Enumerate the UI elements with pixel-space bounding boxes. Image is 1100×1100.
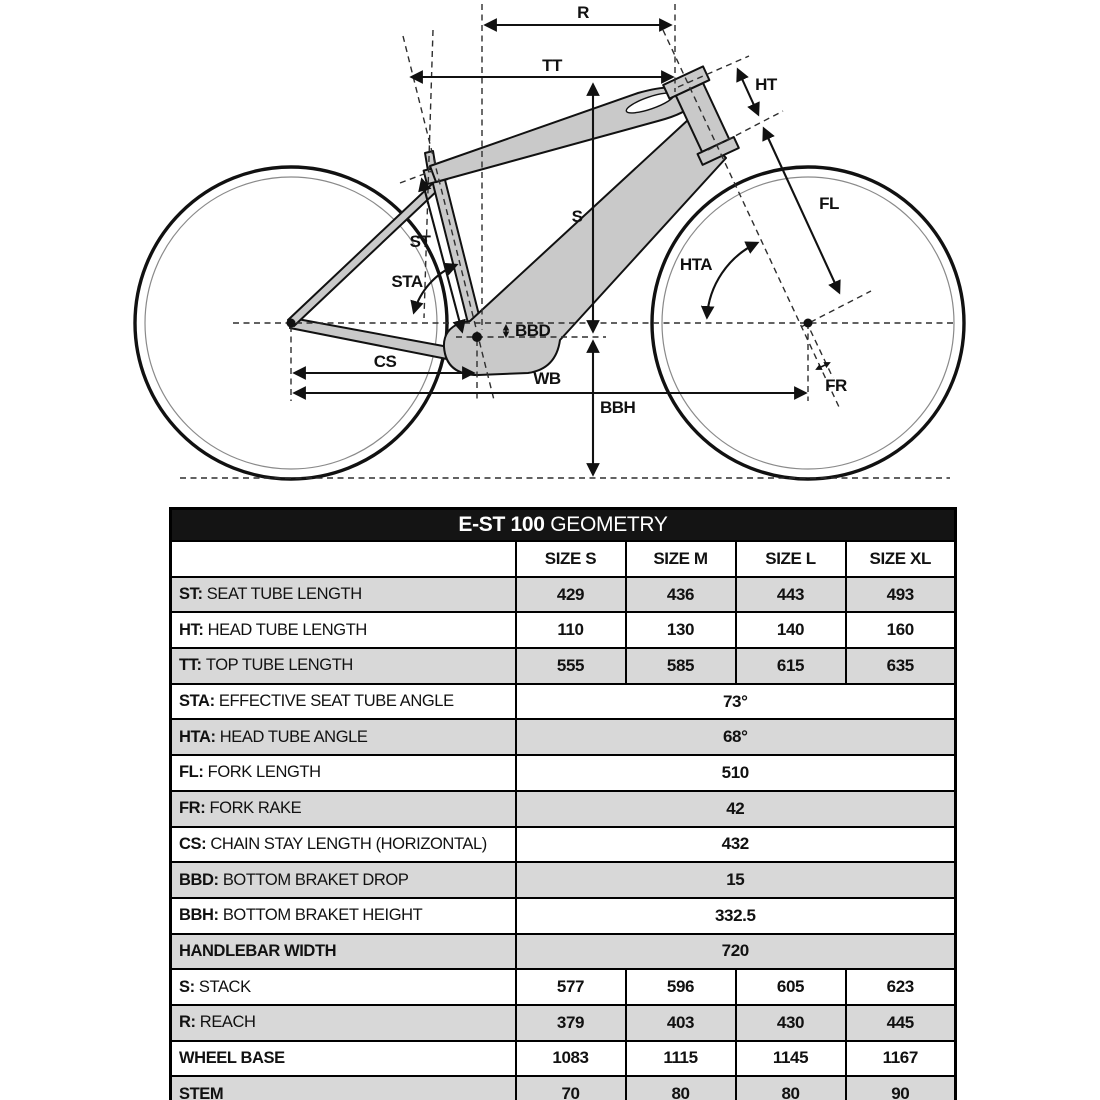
row-label: R: REACH: [171, 1005, 516, 1041]
axle-parallel-tick: [806, 321, 833, 378]
row-label: S: STACK: [171, 969, 516, 1005]
table-row: [171, 898, 956, 934]
table-row: [171, 577, 956, 613]
table-row: [171, 862, 956, 898]
size-value: 110: [516, 612, 626, 648]
size-value: 555: [516, 648, 626, 684]
head-tube-label: HT: [755, 75, 777, 94]
table-row: [171, 755, 956, 791]
geometry-table-body: [171, 509, 956, 1100]
size-value: 1115: [626, 1041, 736, 1077]
table-row: [171, 934, 956, 970]
reach-label: R: [577, 3, 589, 22]
seat-angle-label: STA: [391, 272, 423, 291]
row-label: BBH: BOTTOM BRAKET HEIGHT: [171, 898, 516, 934]
size-value: 430: [736, 1005, 846, 1041]
table-title-word: GEOMETRY: [550, 513, 668, 536]
bb-height-label: BBH: [600, 398, 636, 417]
head-angle-label: HTA: [679, 255, 713, 274]
bb-drop-label: BBD: [515, 321, 551, 340]
size-column-header: SIZE M: [626, 541, 736, 577]
size-value: 623: [846, 969, 956, 1005]
size-value: 635: [846, 648, 956, 684]
size-value: 443: [736, 577, 846, 613]
size-value: 90: [846, 1076, 956, 1100]
shared-value: 73°: [516, 684, 956, 720]
table-row: [171, 1076, 956, 1100]
row-label: WHEEL BASE: [171, 1041, 516, 1077]
size-value: 379: [516, 1005, 626, 1041]
front-axle-dot: [804, 319, 813, 328]
row-label: BBD: BOTTOM BRAKET DROP: [171, 862, 516, 898]
table-row: [171, 791, 956, 827]
size-value: 585: [626, 648, 736, 684]
size-value: 130: [626, 612, 736, 648]
row-label: ST: SEAT TUBE LENGTH: [171, 577, 516, 613]
size-value: 605: [736, 969, 846, 1005]
fork-length-label: FL: [819, 194, 839, 213]
table-row: [171, 969, 956, 1005]
size-value: 436: [626, 577, 736, 613]
size-value: 80: [626, 1076, 736, 1100]
row-label: TT: TOP TUBE LENGTH: [171, 648, 516, 684]
size-value: 1167: [846, 1041, 956, 1077]
chain-stay-label: CS: [373, 352, 397, 371]
wheel-base-label: WB: [533, 369, 561, 388]
top-tube-label: TT: [542, 56, 562, 75]
row-label: FL: FORK LENGTH: [171, 755, 516, 791]
size-value: 160: [846, 612, 956, 648]
size-value: 1083: [516, 1041, 626, 1077]
size-value: 493: [846, 577, 956, 613]
size-column-header: SIZE XL: [846, 541, 956, 577]
size-value: 70: [516, 1076, 626, 1100]
table-row: [171, 827, 956, 863]
size-value: 1145: [736, 1041, 846, 1077]
row-label: CS: CHAIN STAY LENGTH (HORIZONTAL): [171, 827, 516, 863]
head-angle-arc: [707, 243, 757, 317]
table-row: [171, 1041, 956, 1077]
table-row: [171, 719, 956, 755]
size-value: 445: [846, 1005, 956, 1041]
size-header-row: [171, 541, 956, 577]
table-title: [171, 509, 956, 542]
stack-label: S: [571, 207, 583, 226]
bottom-bracket-dot: [472, 332, 482, 342]
geometry-table: [169, 507, 957, 1100]
shared-value: 15: [516, 862, 956, 898]
geometry-diagram: [0, 0, 1100, 497]
size-value: 140: [736, 612, 846, 648]
size-value: 403: [626, 1005, 736, 1041]
table-title-model: E-ST 100: [458, 513, 545, 536]
chain-stay: [290, 318, 454, 360]
row-label: STEM: [171, 1076, 516, 1100]
size-value: 429: [516, 577, 626, 613]
table-title-row: [171, 509, 956, 542]
shared-value: 510: [516, 755, 956, 791]
shared-value: 720: [516, 934, 956, 970]
row-label: FR: FORK RAKE: [171, 791, 516, 827]
size-column-header: SIZE L: [736, 541, 846, 577]
shared-value: 42: [516, 791, 956, 827]
table-row: [171, 1005, 956, 1041]
size-column-header: SIZE S: [516, 541, 626, 577]
size-value: 596: [626, 969, 736, 1005]
shared-value: 332.5: [516, 898, 956, 934]
geometry-table-wrap: [169, 507, 957, 1100]
rear-axle-dot: [287, 319, 296, 328]
size-value: 615: [736, 648, 846, 684]
row-label: HT: HEAD TUBE LENGTH: [171, 612, 516, 648]
seat-tube-label: ST: [409, 232, 431, 251]
size-value: 577: [516, 969, 626, 1005]
shared-value: 68°: [516, 719, 956, 755]
shared-value: 432: [516, 827, 956, 863]
row-label: STA: EFFECTIVE SEAT TUBE ANGLE: [171, 684, 516, 720]
table-row: [171, 612, 956, 648]
fork-rake-label: FR: [825, 376, 847, 395]
size-value: 80: [736, 1076, 846, 1100]
row-label: HANDLEBAR WIDTH: [171, 934, 516, 970]
table-row: [171, 684, 956, 720]
row-label: HTA: HEAD TUBE ANGLE: [171, 719, 516, 755]
empty-header-cell: [171, 541, 516, 577]
table-row: [171, 648, 956, 684]
